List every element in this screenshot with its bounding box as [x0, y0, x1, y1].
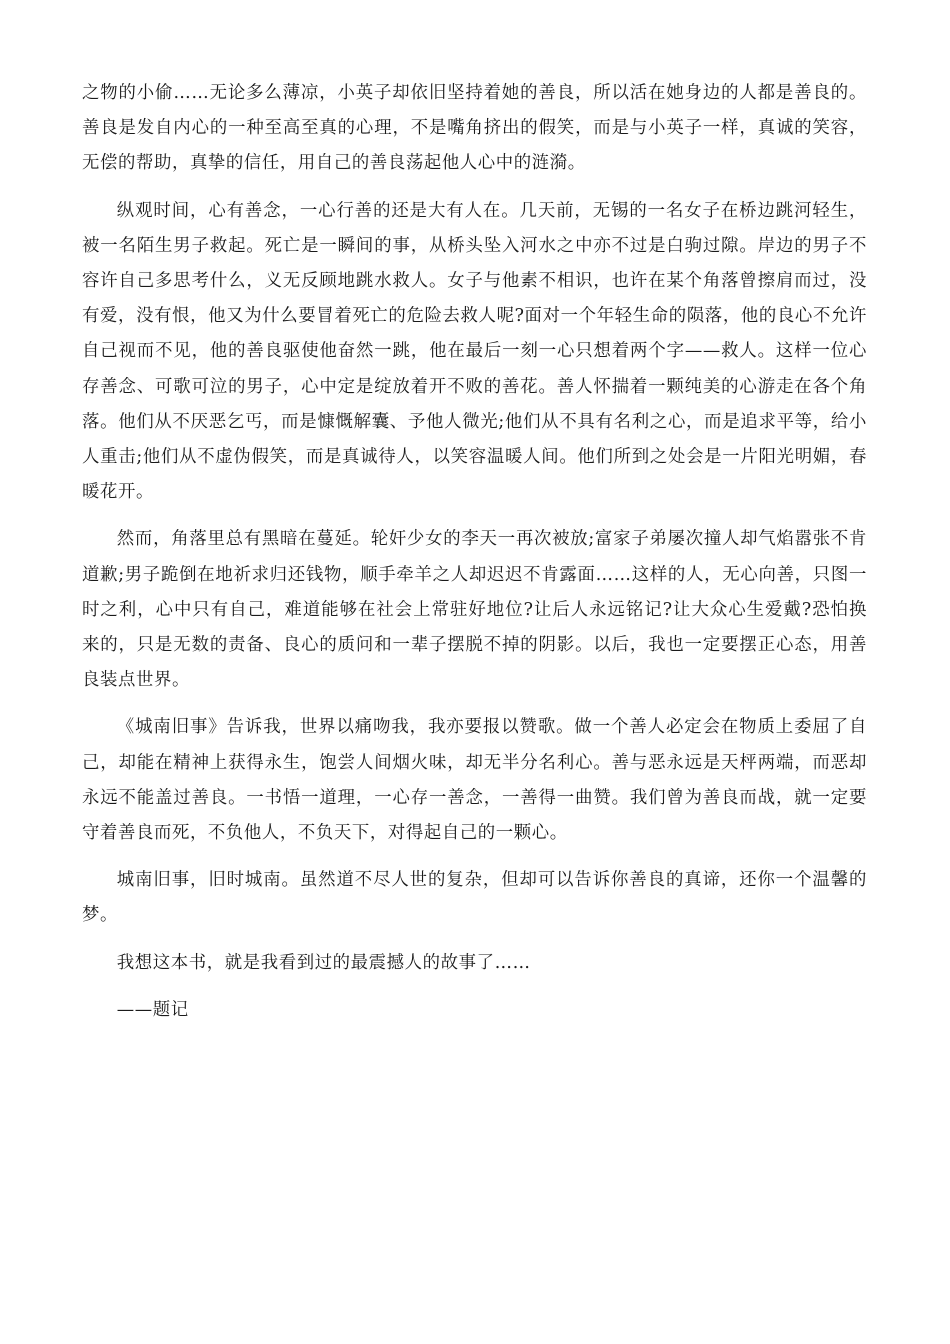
- paragraph-conclusion: 我想这本书，就是我看到过的最震撼人的故事了……: [116, 952, 531, 973]
- paragraph-continuation: 之物的小偷……无论多么薄凉，小英子却依旧坚持着她的善良，所以活在她身边的人都是善良的。善良是发自内心的一种至高至真的心理，不是嘴角挤出的假笑，而是与小英子一样，真诚的笑容，无偿的帮助，真挚的信任，用自己的善良荡起他人心中的涟漪。: [82, 83, 867, 174]
- paragraph-city-south: 城南旧事，旧时城南。虽然道不尽人世的复杂，但却可以告诉你善良的真谛，还你一个温馨的梦。: [82, 870, 867, 926]
- signature-line: ——题记: [116, 999, 189, 1020]
- paragraph-kindness-examples: 纵观时间，心有善念，一心行善的还是大有人在。几天前，无锡的一名女子在桥边跳河轻生，被一名陌生男子救起。死亡是一瞬间的事，从桥头坠入河水之中亦不过是白驹过隙。岸边的男子不容许自己多思考什么，义无反顾地跳水救人。女子与他素不相识，也许在某个角落曾擦肩而过，没有爱，没有恨，他又为什么要冒着死亡的危险去救人呢?面对一个年轻生命的陨落，他的良心不允许自己视而不见，他的善良驱使他奋然一跳，他在最后一刻一心只想着两个字——救人。这样一位心存善念、可歌可泣的男子，心中定是绽放着开不败的善花。善人怀揣着一颗纯美的心游走在各个角落。他们从不厌恶乞丐，而是慷慨解囊、予他人微光;他们从不具有名利之心，而是追求平等，给小人重击;他们从不虚伪假笑，而是真诚待人，以笑容温暖人间。他们所到之处会是一片阳光明媚，春暖花开。: [82, 200, 867, 503]
- document-body: [82, 76, 867, 1028]
- paragraph-book-lesson: 《城南旧事》告诉我，世界以痛吻我，我亦要报以赞歌。做一个善人必定会在物质上委屈了自己，却能在精神上获得永生，饱尝人间烟火味，却无半分名利心。善与恶永远是天枰两端，而恶却永远不能盖过善良。一书悟一道理，一心存一善念，一善得一曲赞。我们曾为善良而战，就一定要守着善良而死，不负他人，不负天下，对得起自己的一颗心。: [82, 717, 867, 844]
- paragraph-darkness: 然而，角落里总有黑暗在蔓延。轮奸少女的李天一再次被放;富家子弟屡次撞人却气焰嚣张不肯道歉;男子跪倒在地祈求归还钱物，顺手牵羊之人却迟迟不肯露面……这样的人，无心向善，只图一时之利，心中只有自己，难道能够在社会上常驻好地位?让后人永远铭记?让大众心生爱戴?恐怕换来的，只是无数的责备、良心的质问和一辈子摆脱不掉的阴影。以后，我也一定要摆正心态，用善良装点世界。: [82, 529, 867, 691]
